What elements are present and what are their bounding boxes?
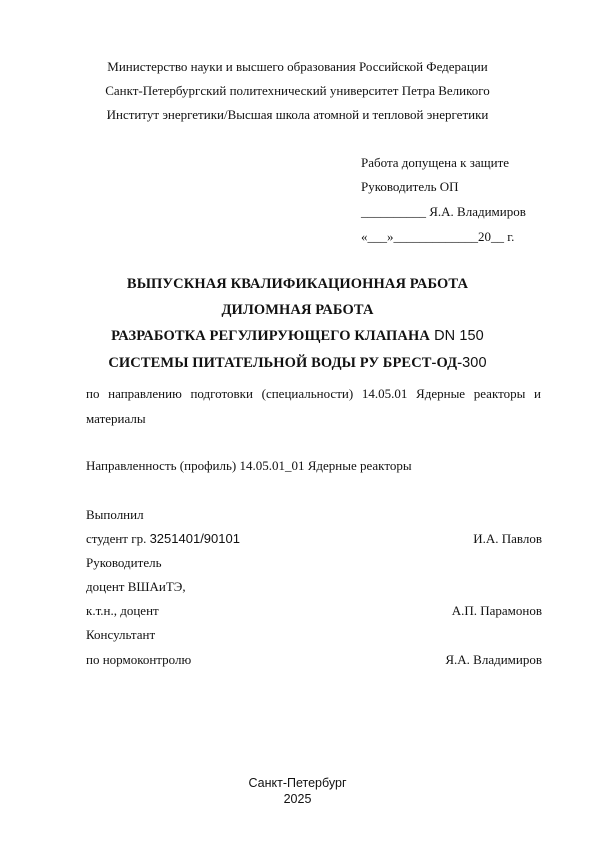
ministry-name: Министерство науки и высшего образования Российской Федерации — [107, 59, 488, 74]
approval-head: Руководитель ОП — [361, 179, 459, 194]
university-name: Санкт-Петербургский политехнический университет Петра Великого — [105, 83, 490, 98]
title-line-4-main: СИСТЕМЫ ПИТАТЕЛЬНОЙ ВОДЫ РУ БРЕСТ-ОД- — [108, 355, 463, 371]
student-name: И.А. Павлов — [473, 531, 542, 546]
approval-date: «___»_____________20__ г. — [361, 229, 515, 244]
supervisor-degree: к.т.н., доцент — [86, 603, 159, 618]
footer-city: Санкт-Петербург — [248, 776, 347, 790]
institute-name: Институт энергетики/Высшая школа атомной и тепловой энергетики — [106, 107, 489, 122]
consultant-name: Я.А. Владимиров — [445, 652, 542, 667]
title-line-2: ДИЛОМНАЯ РАБОТА — [221, 302, 374, 318]
title-line-1: ВЫПУСКНАЯ КВАЛИФИКАЦИОННАЯ РАБОТА — [126, 276, 469, 292]
supervisor-name: А.П. Парамонов — [451, 603, 542, 618]
direction-paragraph: по направлению подготовки (специальности) 14.05.01 Ядерные реакторы и материалы — [86, 386, 541, 426]
consultant-role: по нормоконтролю — [86, 652, 192, 667]
title-line-4-tail: 300 — [462, 355, 487, 371]
performed-label: Выполнил — [86, 507, 144, 522]
supervisor-label: Руководитель — [86, 555, 162, 570]
footer-year: 2025 — [283, 792, 312, 806]
profile-line: Направленность (профиль) 14.05.01_01 Ядерные реакторы — [86, 458, 412, 473]
title-line-3-tail: DN 150 — [429, 328, 484, 344]
student-line — [86, 531, 240, 547]
student-group: 3251401/90101 — [149, 531, 240, 546]
title-line-4 — [0, 355, 595, 372]
approval-admitted: Работа допущена к защите — [361, 155, 510, 170]
student-label: студент гр. — [86, 531, 150, 546]
approval-signature: __________ Я.А. Владимиров — [361, 204, 526, 219]
title-line-3 — [0, 328, 595, 345]
supervisor-position: доцент ВШАиТЭ, — [86, 579, 186, 594]
consultant-label: Консультант — [86, 627, 156, 642]
title-line-3-main: РАЗРАБОТКА РЕГУЛИРУЮЩЕГО КЛАПАНА — [111, 328, 430, 344]
